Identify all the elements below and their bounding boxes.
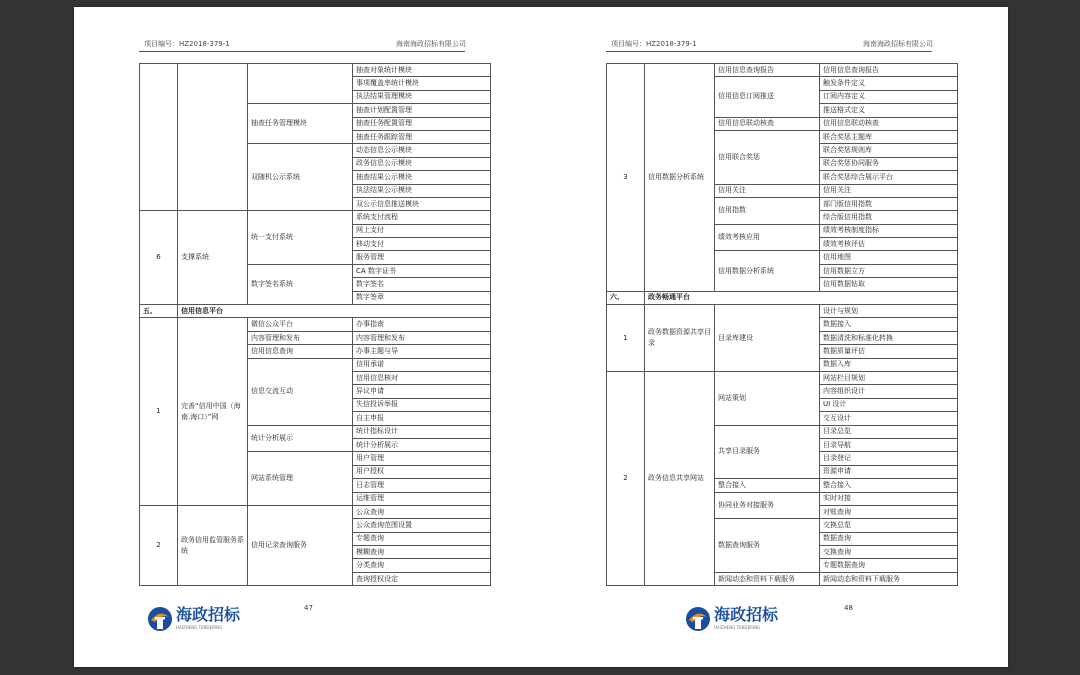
page-number: 47 — [304, 604, 313, 612]
cell-function: 政务信息公示模块 — [353, 157, 491, 170]
cell-function: 绩效考核制度指标 — [820, 224, 958, 237]
cell-function: 事项覆盖率统计模块 — [353, 77, 491, 90]
cell-function: 数据质量评估 — [820, 345, 958, 358]
cell-index: 1 — [607, 305, 645, 372]
cell-function: 联合奖惩主题库 — [820, 130, 958, 143]
cell-function: 交互设计 — [820, 412, 958, 425]
cell-function: 联合奖惩综合展示平台 — [820, 171, 958, 184]
cell-subsystem: 协同业务对接服务 — [715, 492, 820, 519]
cell-system: 信用数据分析系统 — [645, 64, 715, 292]
cell-subsystem: 信用关注 — [715, 184, 820, 197]
cell-function: 抽查任务配置管理 — [353, 117, 491, 130]
cell-subsystem: 共享目录服务 — [715, 425, 820, 479]
logo-icon — [146, 605, 174, 633]
cell-function: 目录登记 — [820, 452, 958, 465]
cell-function: 抽查任务跟踪管理 — [353, 130, 491, 143]
table-row — [607, 371, 958, 384]
cell-function: 失信投诉举报 — [353, 398, 491, 411]
cell-function: 分类查询 — [353, 559, 491, 572]
cell-subsystem: 统一支付系统 — [248, 211, 353, 265]
table-row — [607, 305, 958, 318]
requirements-table — [606, 63, 958, 586]
header-rule — [606, 51, 932, 52]
cell-subsystem: 统计分析展示 — [248, 425, 353, 452]
cell-function: 用户管理 — [353, 452, 491, 465]
cell-function: 日志管理 — [353, 479, 491, 492]
cell-function: 统计指标设计 — [353, 425, 491, 438]
cell-function: 信用承诺 — [353, 358, 491, 371]
cell-subsystem: 信用信息查询 — [248, 345, 353, 358]
table-row — [140, 318, 491, 331]
page-number: 48 — [844, 604, 853, 612]
cell-function: 数据接入 — [820, 318, 958, 331]
header-rule — [139, 51, 465, 52]
cell-function: 绩效考核评估 — [820, 238, 958, 251]
cell-function: 模糊查询 — [353, 546, 491, 559]
logo-text: 海政招标 — [714, 605, 779, 624]
cell-system: 政务信息共享网站 — [645, 371, 715, 585]
cell-subsystem: 网站系统管理 — [248, 452, 353, 506]
cell-subsystem: 信用记录查询服务 — [248, 505, 353, 585]
cell-subsystem: 绩效考核应用 — [715, 224, 820, 251]
cell-function: 动态信息公示模块 — [353, 144, 491, 157]
section-row — [140, 305, 491, 318]
cell-index: 3 — [607, 64, 645, 292]
logo-subtext: HAIZHENG TENDERING — [176, 625, 223, 630]
cell-subsystem: 信用数据分析系统 — [715, 251, 820, 291]
header-project-number: 项目编号：HZ2018-379-1 — [611, 40, 697, 48]
cell-function: 用户授权 — [353, 465, 491, 478]
cell-subsystem: 抽查任务管理模块 — [248, 104, 353, 144]
cell-function: 执法结果公示模块 — [353, 184, 491, 197]
cell-function: 双公示信息推送模块 — [353, 197, 491, 210]
cell-function: 抽查计划配置管理 — [353, 104, 491, 117]
cell-function: 整合接入 — [820, 479, 958, 492]
page-47 — [74, 7, 541, 667]
cell-function: 办事主题与导 — [353, 345, 491, 358]
cell-function: 交换查询 — [820, 546, 958, 559]
cell-function: 异议申请 — [353, 385, 491, 398]
cell-function: 资源申请 — [820, 465, 958, 478]
cell-function: 数据查询 — [820, 532, 958, 545]
company-logo — [684, 605, 794, 635]
document-spread — [74, 7, 1008, 667]
cell-function: 公众查询范围设置 — [353, 519, 491, 532]
cell-function: 数据清洗和标准化转换 — [820, 331, 958, 344]
cell-subsystem: 内容管理和发布 — [248, 331, 353, 344]
cell-index: 2 — [607, 371, 645, 585]
cell-subsystem: 信用信息订阅推送 — [715, 77, 820, 117]
header-company: 海南海政招标有限公司 — [396, 40, 466, 48]
cell-subsystem: 目录库建设 — [715, 305, 820, 372]
page-48 — [541, 7, 1008, 667]
cell-system: 政务信用监管服务系统 — [178, 505, 248, 585]
cell-subsystem: 微信公众平台 — [248, 318, 353, 331]
table-row — [140, 505, 491, 518]
cell-function: 信用数据钻取 — [820, 278, 958, 291]
cell-subsystem: 信用指数 — [715, 197, 820, 224]
cell-function: 触发条件定义 — [820, 77, 958, 90]
cell-function: 抽查结果公示模块 — [353, 171, 491, 184]
cell-subsystem: 信用联合奖惩 — [715, 130, 820, 184]
cell-subsystem: 数据查询服务 — [715, 519, 820, 573]
logo-text: 海政招标 — [176, 605, 241, 624]
cell-subsystem — [248, 64, 353, 104]
cell-function: 信用信息核对 — [353, 371, 491, 384]
cell-subsystem: 整合接入 — [715, 479, 820, 492]
section-number: 六、 — [607, 291, 645, 304]
cell-index — [140, 64, 178, 211]
section-number: 五、 — [140, 305, 178, 318]
cell-system: 完善“信用中国（海南.海口）”网 — [178, 318, 248, 505]
cell-function: 专题查询 — [353, 532, 491, 545]
cell-function: 信用信息联动核查 — [820, 117, 958, 130]
cell-function: 系统支付流程 — [353, 211, 491, 224]
header-project-number: 项目编号：HZ2018-379-1 — [144, 40, 230, 48]
cell-function: 目录导航 — [820, 438, 958, 451]
cell-subsystem: 网站策划 — [715, 371, 820, 425]
cell-function: 综合版信用指数 — [820, 211, 958, 224]
cell-function: 部门版信用指数 — [820, 197, 958, 210]
cell-function: 设计与规划 — [820, 305, 958, 318]
cell-index: 2 — [140, 505, 178, 585]
cell-function: CA 数字证书 — [353, 264, 491, 277]
cell-function: 新闻动态和资料下载服务 — [820, 572, 958, 585]
cell-function: 信用数据立方 — [820, 264, 958, 277]
cell-function: 实时对接 — [820, 492, 958, 505]
cell-function: 联合奖惩规则库 — [820, 144, 958, 157]
cell-function: 内容组织设计 — [820, 385, 958, 398]
company-logo — [146, 605, 256, 635]
table-row — [607, 64, 958, 77]
cell-function: 专题数据查询 — [820, 559, 958, 572]
cell-function: 服务管理 — [353, 251, 491, 264]
header-company: 海南海政招标有限公司 — [863, 40, 933, 48]
cell-function: 对账查询 — [820, 505, 958, 518]
logo-icon — [684, 605, 712, 633]
cell-function: 网上支付 — [353, 224, 491, 237]
requirements-table — [139, 63, 491, 586]
table-row — [140, 211, 491, 224]
cell-function: 自主申报 — [353, 412, 491, 425]
cell-function: 办事指南 — [353, 318, 491, 331]
cell-subsystem: 双随机公示系统 — [248, 144, 353, 211]
cell-function: 订阅内容定义 — [820, 90, 958, 103]
cell-function: 运维管理 — [353, 492, 491, 505]
section-title: 信用信息平台 — [178, 305, 491, 318]
logo-subtext: HAIZHENG TENDERING — [714, 625, 761, 630]
cell-function: 统计分析展示 — [353, 438, 491, 451]
cell-system: 支撑系统 — [178, 211, 248, 305]
cell-system — [178, 64, 248, 211]
cell-function: 抽查对象统计模块 — [353, 64, 491, 77]
cell-function: 信用地图 — [820, 251, 958, 264]
cell-subsystem: 信用信息查询报告 — [715, 64, 820, 77]
section-row — [607, 291, 958, 304]
cell-function: 目录总览 — [820, 425, 958, 438]
cell-system: 政务数据资源共享目录 — [645, 305, 715, 372]
section-title: 政务畅通平台 — [645, 291, 958, 304]
cell-function: 内容管理和发布 — [353, 331, 491, 344]
cell-function: 信用信息查询报告 — [820, 64, 958, 77]
cell-function: 信用关注 — [820, 184, 958, 197]
cell-index: 1 — [140, 318, 178, 505]
cell-function: 数据入库 — [820, 358, 958, 371]
cell-index: 6 — [140, 211, 178, 305]
cell-function: 推送格式定义 — [820, 104, 958, 117]
cell-function: 联合奖惩协同服务 — [820, 157, 958, 170]
cell-subsystem: 信息交流互动 — [248, 358, 353, 425]
cell-function: 网站栏目规划 — [820, 371, 958, 384]
cell-function: 移动支付 — [353, 238, 491, 251]
cell-function: 公众查询 — [353, 505, 491, 518]
cell-subsystem: 新闻动态和资料下载服务 — [715, 572, 820, 585]
cell-function: UI 设计 — [820, 398, 958, 411]
cell-subsystem: 数字签名系统 — [248, 264, 353, 304]
cell-function: 数字签章 — [353, 291, 491, 304]
cell-function: 查询授权设定 — [353, 572, 491, 585]
cell-function: 数字签名 — [353, 278, 491, 291]
table-row — [140, 64, 491, 77]
cell-function: 交换总览 — [820, 519, 958, 532]
cell-subsystem: 信用信息联动核查 — [715, 117, 820, 130]
cell-function: 执法结果管理模块 — [353, 90, 491, 103]
